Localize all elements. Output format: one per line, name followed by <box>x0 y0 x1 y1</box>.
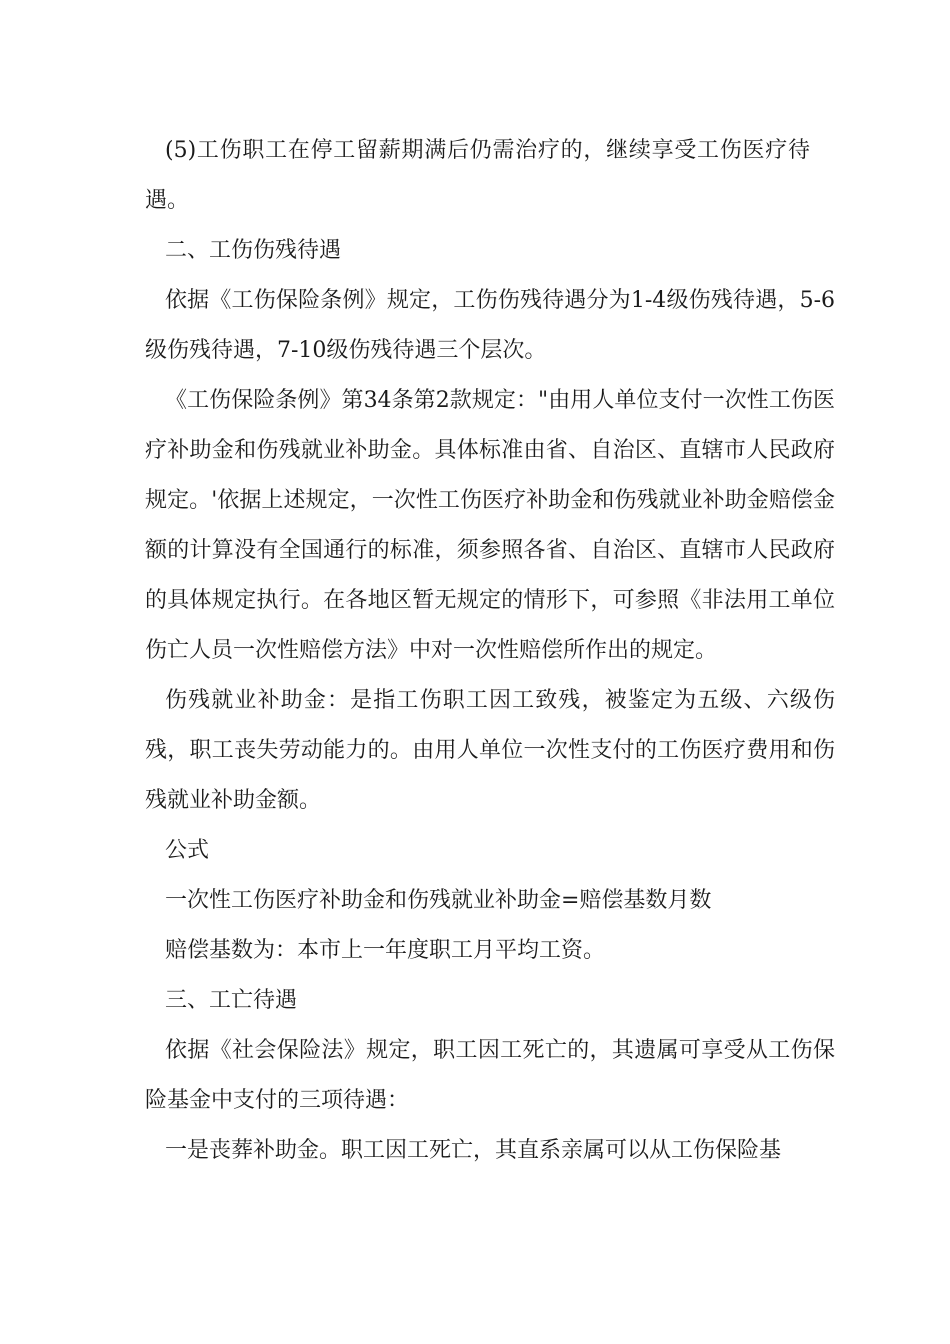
compensation-base: 赔偿基数为：本市上一年度职工月平均工资。 <box>165 938 606 963</box>
formula-text: 一次性工伤医疗补助金和伤残就业补助金=赔偿基数月数 <box>165 888 712 913</box>
document-body <box>145 126 835 1176</box>
paragraph-article-34: 《工伤保险条例》第34条第2款规定："由用人单位支付一次性工伤医疗补助金和伤残就业补助金。具体标准由省、自治区、直辖市人民政府规定。'依据上述规定，一次性工伤医疗补助金和伤残就业补助金赔偿金额的计算没有全国通行的标准，须参照各省、自治区、直辖市人民政府的具体规定执行。在各地区暂无规定的情形下，可参照《非法用工单位伤亡人员一次性赔偿方法》中对一次性赔偿所作出的规定。 <box>145 388 835 663</box>
paragraph-funeral-subsidy: 一是丧葬补助金。职工因工死亡，其直系亲属可以从工伤保险基 <box>165 1138 782 1163</box>
paragraph-disability-levels: 依据《工伤保险条例》规定，工伤伤残待遇分为1-4级伤残待遇，5-6级伤残待遇，7-10级伤残待遇三个层次。 <box>145 288 835 363</box>
section-heading-death: 三、工亡待遇 <box>165 988 298 1013</box>
paragraph-social-insurance-law: 依据《社会保险法》规定，职工因工死亡的，其遗属可享受从工伤保险基金中支付的三项待遇： <box>145 1038 835 1113</box>
formula-label: 公式 <box>165 838 210 863</box>
paragraph-employment-subsidy: 伤残就业补助金：是指工伤职工因工致残，被鉴定为五级、六级伤残，职工丧失劳动能力的。由用人单位一次性支付的工伤医疗费用和伤残就业补助金额。 <box>145 688 835 813</box>
section-heading-disability: 二、工伤伤残待遇 <box>165 238 342 263</box>
paragraph-continued-treatment: (5)工伤职工在停工留薪期满后仍需治疗的，继续享受工伤医疗待遇。 <box>145 138 810 213</box>
